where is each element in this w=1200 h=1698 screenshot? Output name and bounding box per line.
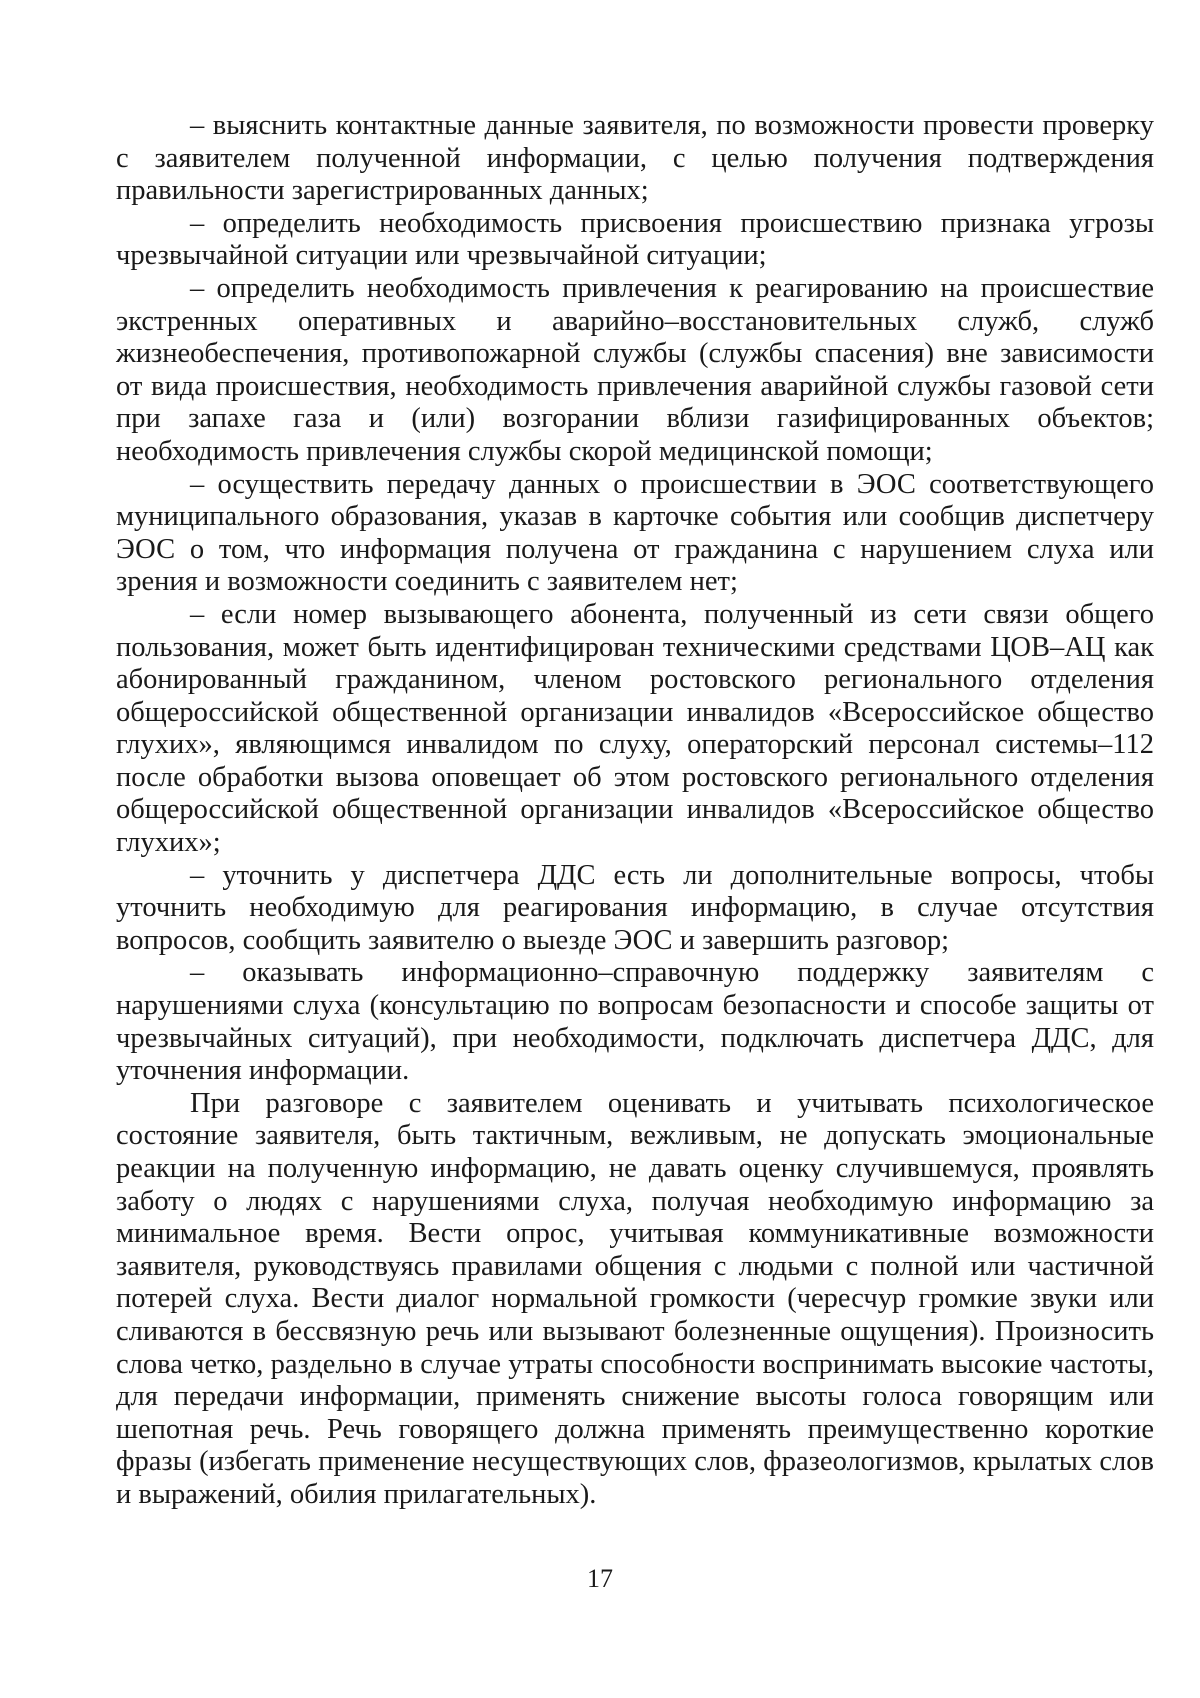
list-item-transfer-data: – осуществить передачу данных о происшествии в ЭОС соответствующего муниципального образования, указав в карточке события или сообщив диспетчеру ЭОС о том, что информация получена от гражданина с нарушением слуха или зрения и возможности соединить с заявителем нет; xyxy=(116,468,1154,598)
list-item-info-support: – оказывать информационно–справочную поддержку заявителям с нарушениями слуха (консультацию по вопросам безопасности и способе защиты от чрезвычайных ситуаций), при необходимости, подключать диспетчера ДДС, для уточнения информации. xyxy=(116,957,1154,1087)
paragraph-conversation-rules: При разговоре с заявителем оценивать и учитывать психологическое состояние заявителя, быть тактичным, вежливым, не допускать эмоциональные реакции на полученную информацию, не давать оценку случившемуся, проявлять заботу о людях с нарушениями слуха, получая необходимую информацию за минимальное время. Вести опрос, учитывая коммуникативные возможности заявителя, руководствуясь правилами общения с людьми с полной или частичной потерей слуха. Вести диалог нормальной громкости (чересчур громкие звуки или сливаются в бессвязную речь или вызывают болезненные ощущения). Произносить слова четко, раздельно в случае утраты способности воспринимать высокие частоты, для передачи информации, применять снижение высоты голоса говорящим или шепотная речь. Речь говорящего должна применять преимущественно короткие фразы (избегать применение несуществующих слов, фразеологизмов, крылатых слов и выражений, обилия прилагательных). xyxy=(116,1087,1154,1510)
list-item-contact-data: – выяснить контактные данные заявителя, по возможности провести проверку с заявителем полученной информации, с целью получения подтверждения правильности зарегистрированных данных; xyxy=(116,110,1154,207)
list-item-subscriber-identification: – если номер вызывающего абонента, полученный из сети связи общего пользования, может быть идентифицирован техническими средствами ЦОВ–АЦ как абонированный гражданином, членом ростовского регионального отделения общероссийской общественной организации инвалидов «Всероссийское общество глухих», являющимся инвалидом по слуху, операторский персонал системы–112 после обработки вызова оповещает об этом ростовского регионального отделения общероссийской общественной организации инвалидов «Всероссийское общество глухих»; xyxy=(116,598,1154,859)
list-item-emergency-sign: – определить необходимость присвоения происшествию признака угрозы чрезвычайной ситуации или чрезвычайной ситуации; xyxy=(116,207,1154,272)
list-item-involve-services: – определить необходимость привлечения к реагированию на происшествие экстренных оперативных и аварийно–восстановительных служб, служб жизнеобеспечения, противопожарной службы (службы спасения) вне зависимости от вида происшествия, необходимость привлечения аварийной службы газовой сети при запахе газа и (или) возгорании вблизи газифицированных объектов; необходимость привлечения службы скорой медицинской помощи; xyxy=(116,272,1154,467)
page-number: 17 xyxy=(587,1564,613,1593)
list-item-clarify-dispatcher: – уточнить у диспетчера ДДС есть ли дополнительные вопросы, чтобы уточнить необходимую для реагирования информацию, в случае отсутствия вопросов, сообщить заявителю о выезде ЭОС и завершить разговор; xyxy=(116,859,1154,956)
document-body xyxy=(116,110,1154,1512)
